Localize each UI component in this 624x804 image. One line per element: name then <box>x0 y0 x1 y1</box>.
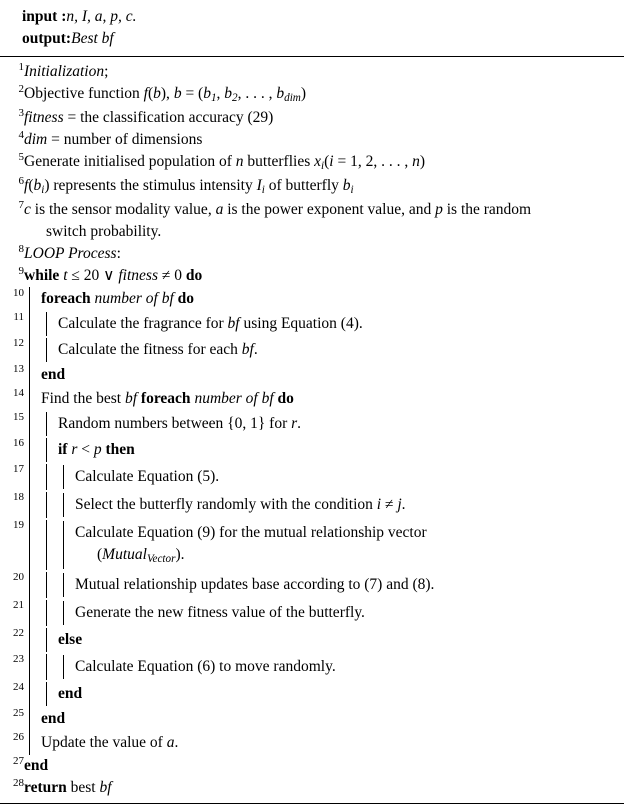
indent-guide-line <box>63 465 64 489</box>
indent-content <box>41 363 624 387</box>
indent-level-1 <box>24 627 624 653</box>
indent-guide-line <box>29 287 30 311</box>
line-number: 20 <box>13 570 24 583</box>
line-text: Generate the new fitness value of the butterfly. <box>75 603 365 621</box>
line-text: end <box>41 365 66 383</box>
algorithm-line <box>0 363 624 387</box>
indent-guide-line <box>29 571 30 599</box>
indent-level-1 <box>24 707 624 731</box>
indent-level-2 <box>41 654 624 680</box>
line-body <box>24 599 624 627</box>
input-value: n, I, a, p, c. <box>66 8 137 25</box>
indent-guide-line <box>46 338 47 362</box>
indent-guide-line <box>29 707 30 731</box>
indent-content <box>41 653 624 681</box>
indent-level-1 <box>24 491 624 519</box>
line-body <box>24 627 624 653</box>
line-body <box>24 707 624 731</box>
indent-content <box>58 312 624 336</box>
line-body <box>24 337 624 363</box>
line-number: 5 <box>18 150 24 163</box>
indent-level-3 <box>58 655 624 679</box>
indent-guide-line <box>63 521 64 569</box>
line-number: 9 <box>18 264 24 277</box>
line-number: 10 <box>13 286 24 299</box>
indent-level-1 <box>24 411 624 437</box>
indent-content <box>41 311 624 337</box>
line-body <box>24 731 624 755</box>
indent-level-1 <box>24 363 624 387</box>
line-body <box>24 411 624 437</box>
line-body <box>24 491 624 519</box>
indent-guide-line <box>46 412 47 436</box>
indent-guide-line <box>63 655 64 679</box>
algorithm-line <box>0 653 624 681</box>
algorithm-line <box>0 337 624 363</box>
indent-level-3 <box>58 601 624 625</box>
algorithm-line <box>0 61 624 83</box>
line-number: 1 <box>18 60 24 73</box>
indent-guide-line <box>29 519 30 571</box>
line-number: 17 <box>13 462 24 475</box>
indent-content <box>58 682 624 706</box>
divider-top <box>0 56 624 57</box>
indent-guide-line <box>29 363 30 387</box>
line-text: $f(b_i)$ represents the stimulus intensity $I_i$ of butterfly $b_i$ <box>24 176 354 196</box>
indent-content <box>58 572 624 598</box>
line-number: 4 <box>18 128 24 141</box>
line-body <box>24 311 624 337</box>
line-text: c is the sensor modality value, a is the power exponent value, and p is the random switch probability. <box>24 200 532 240</box>
line-text: dim = number of dimensions <box>24 130 203 148</box>
line-number: 12 <box>13 336 24 349</box>
indent-level-1 <box>24 599 624 627</box>
algorithm-line <box>0 627 624 653</box>
indent-content <box>58 654 624 680</box>
algorithm-line <box>0 463 624 491</box>
indent-guide-line <box>29 337 30 363</box>
line-text: Mutual relationship updates base according to (7) and (8). <box>75 575 435 593</box>
output-value: Best bf <box>71 30 114 48</box>
line-body <box>24 777 624 799</box>
indent-level-3 <box>58 521 624 569</box>
line-body <box>24 243 624 265</box>
indent-guide-line <box>29 653 30 681</box>
indent-content <box>75 573 624 597</box>
line-number: 8 <box>18 242 24 255</box>
line-text: end <box>58 684 83 702</box>
indent-guide-line <box>46 572 47 598</box>
algorithm-line <box>0 731 624 755</box>
algorithm-line <box>0 571 624 599</box>
indent-content <box>41 627 624 653</box>
indent-guide-line <box>46 682 47 706</box>
indent-level-1 <box>24 287 624 311</box>
algorithm-lines <box>0 61 624 799</box>
line-body <box>24 61 624 83</box>
indent-level-2 <box>41 628 624 652</box>
line-text: Calculate the fragrance for bf using Equation (4). <box>58 314 363 332</box>
line-body <box>24 199 624 243</box>
output-line <box>22 28 624 50</box>
line-number: 11 <box>13 310 24 323</box>
line-text: while t ≤ 20 ∨ fitness ≠ 0 do <box>24 266 203 284</box>
line-body <box>24 287 624 311</box>
line-body <box>24 129 624 151</box>
indent-level-2 <box>41 492 624 518</box>
indent-level-2 <box>41 338 624 362</box>
indent-guide-line <box>46 628 47 652</box>
indent-guide-line <box>29 491 30 519</box>
indent-level-2 <box>41 682 624 706</box>
indent-level-2 <box>41 312 624 336</box>
algorithm-line <box>0 437 624 463</box>
algorithm-line <box>0 777 624 799</box>
line-number: 27 <box>13 754 24 767</box>
indent-level-1 <box>24 387 624 411</box>
line-number: 18 <box>13 490 24 503</box>
indent-level-2 <box>41 412 624 436</box>
indent-guide-line <box>29 387 30 411</box>
line-number: 7 <box>18 198 24 211</box>
line-body <box>24 653 624 681</box>
indent-guide-line <box>29 731 30 755</box>
indent-content <box>58 338 624 362</box>
line-number: 22 <box>13 626 24 639</box>
line-text: Calculate the fitness for each bf. <box>58 340 258 358</box>
indent-guide-line <box>46 438 47 462</box>
indent-content <box>58 492 624 518</box>
indent-level-2 <box>41 600 624 626</box>
indent-content <box>75 521 624 569</box>
line-text: Calculate Equation (9) for the mutual relationship vector (Mutual$_{Vector}$). <box>75 523 427 565</box>
line-number: 14 <box>13 386 24 399</box>
line-text: LOOP Process: <box>24 244 121 262</box>
indent-content <box>75 655 624 679</box>
indent-guide-line <box>63 493 64 517</box>
line-number: 28 <box>13 776 24 789</box>
indent-level-3 <box>58 573 624 597</box>
line-text: else <box>58 630 83 648</box>
indent-content <box>58 600 624 626</box>
algorithm-io-block <box>0 0 624 51</box>
line-text: Calculate Equation (5). <box>75 467 220 485</box>
line-text: Random numbers between {0, 1} for r. <box>58 414 302 432</box>
algorithm-line <box>0 107 624 129</box>
line-text: fitness = the classification accuracy (29) <box>24 108 274 126</box>
line-text: Generate initialised population of n butterflies $x_i(i = 1$, 2, . . . , n) <box>24 152 426 172</box>
indent-guide-line <box>29 311 30 337</box>
algorithm-line <box>0 129 624 151</box>
algorithm-line <box>0 287 624 311</box>
line-number: 23 <box>13 652 24 665</box>
indent-guide-line <box>46 600 47 626</box>
indent-level-1 <box>24 437 624 463</box>
indent-content <box>41 571 624 599</box>
line-number: 16 <box>13 436 24 449</box>
indent-guide-line <box>46 312 47 336</box>
input-label: input <box>22 8 58 25</box>
line-number: 25 <box>13 706 24 719</box>
indent-content <box>41 287 624 311</box>
indent-level-3 <box>58 493 624 517</box>
line-text: if r < p then <box>58 440 135 458</box>
line-number: 21 <box>13 598 24 611</box>
indent-level-1 <box>24 311 624 337</box>
input-separator: : <box>57 8 67 25</box>
line-text: Select the butterfly randomly with the condition i ≠ j. <box>75 495 406 513</box>
indent-content <box>41 707 624 731</box>
algorithm-line <box>0 265 624 287</box>
algorithm-line <box>0 311 624 337</box>
indent-level-1 <box>24 571 624 599</box>
indent-content <box>41 437 624 463</box>
line-number: 24 <box>13 680 24 693</box>
line-text: Calculate Equation (6) to move randomly. <box>75 657 336 675</box>
indent-content <box>41 731 624 755</box>
line-body <box>24 463 624 491</box>
line-number: 6 <box>18 174 24 187</box>
line-number: 15 <box>13 410 24 423</box>
indent-level-1 <box>24 337 624 363</box>
indent-guide-line <box>46 492 47 518</box>
line-text: Objective function f(b), $b = (b_1$, $b_2$, . . . , $b_{dim}$) <box>24 84 307 105</box>
indent-guide-line <box>46 654 47 680</box>
indent-content <box>58 412 624 436</box>
line-text: end <box>24 756 49 774</box>
line-text: foreach number of bf do <box>41 289 194 307</box>
indent-content <box>41 463 624 491</box>
indent-level-2 <box>41 520 624 570</box>
algorithm-line <box>0 151 624 175</box>
indent-level-2 <box>41 572 624 598</box>
line-text: end <box>41 709 66 727</box>
line-body <box>24 571 624 599</box>
line-body <box>24 519 624 571</box>
line-body <box>24 151 624 175</box>
indent-content <box>75 493 624 517</box>
indent-level-1 <box>24 463 624 491</box>
line-text: Update the value of a. <box>41 733 179 751</box>
algorithm-line <box>0 755 624 777</box>
line-text: Find the best bf foreach number of bf do <box>41 389 294 407</box>
indent-content <box>58 520 624 570</box>
line-number: 26 <box>13 730 24 743</box>
line-text: Initialization; <box>24 62 109 80</box>
indent-guide-line <box>29 411 30 437</box>
indent-guide-line <box>29 627 30 653</box>
indent-level-2 <box>41 464 624 490</box>
output-label: output: <box>22 30 72 48</box>
indent-content <box>75 601 624 625</box>
indent-content <box>41 337 624 363</box>
line-body <box>24 755 624 777</box>
indent-content <box>41 519 624 571</box>
indent-level-1 <box>24 731 624 755</box>
indent-level-3 <box>58 465 624 489</box>
line-body <box>24 107 624 129</box>
indent-guide-line <box>63 573 64 597</box>
algorithm-line <box>0 599 624 627</box>
line-number: 2 <box>18 82 24 95</box>
algorithm-line <box>0 243 624 265</box>
line-body <box>24 175 624 199</box>
indent-guide-line <box>29 437 30 463</box>
indent-content <box>58 628 624 652</box>
indent-level-2 <box>41 438 624 462</box>
indent-level-1 <box>24 653 624 681</box>
line-body <box>24 387 624 411</box>
algorithm-line <box>0 411 624 437</box>
indent-guide-line <box>63 601 64 625</box>
algorithm-line <box>0 707 624 731</box>
indent-guide-line <box>46 464 47 490</box>
indent-content <box>41 387 624 411</box>
indent-level-1 <box>24 519 624 571</box>
algorithm-line <box>0 83 624 107</box>
line-body <box>24 265 624 287</box>
indent-content <box>41 491 624 519</box>
indent-guide-line <box>46 520 47 570</box>
algorithm-line <box>0 387 624 411</box>
indent-content <box>58 438 624 462</box>
algorithm-line <box>0 199 624 243</box>
line-body <box>24 437 624 463</box>
indent-guide-line <box>29 599 30 627</box>
input-line <box>22 6 624 28</box>
indent-guide-line <box>29 463 30 491</box>
algorithm-line <box>0 175 624 199</box>
line-number: 19 <box>13 518 24 531</box>
algorithm-line <box>0 491 624 519</box>
line-number: 3 <box>18 106 24 119</box>
algorithm-line <box>0 519 624 571</box>
line-number: 13 <box>13 362 24 375</box>
indent-content <box>41 599 624 627</box>
line-body <box>24 83 624 107</box>
indent-content <box>75 465 624 489</box>
line-body <box>24 363 624 387</box>
line-text: return best bf <box>24 778 112 796</box>
indent-content <box>41 411 624 437</box>
indent-content <box>58 464 624 490</box>
